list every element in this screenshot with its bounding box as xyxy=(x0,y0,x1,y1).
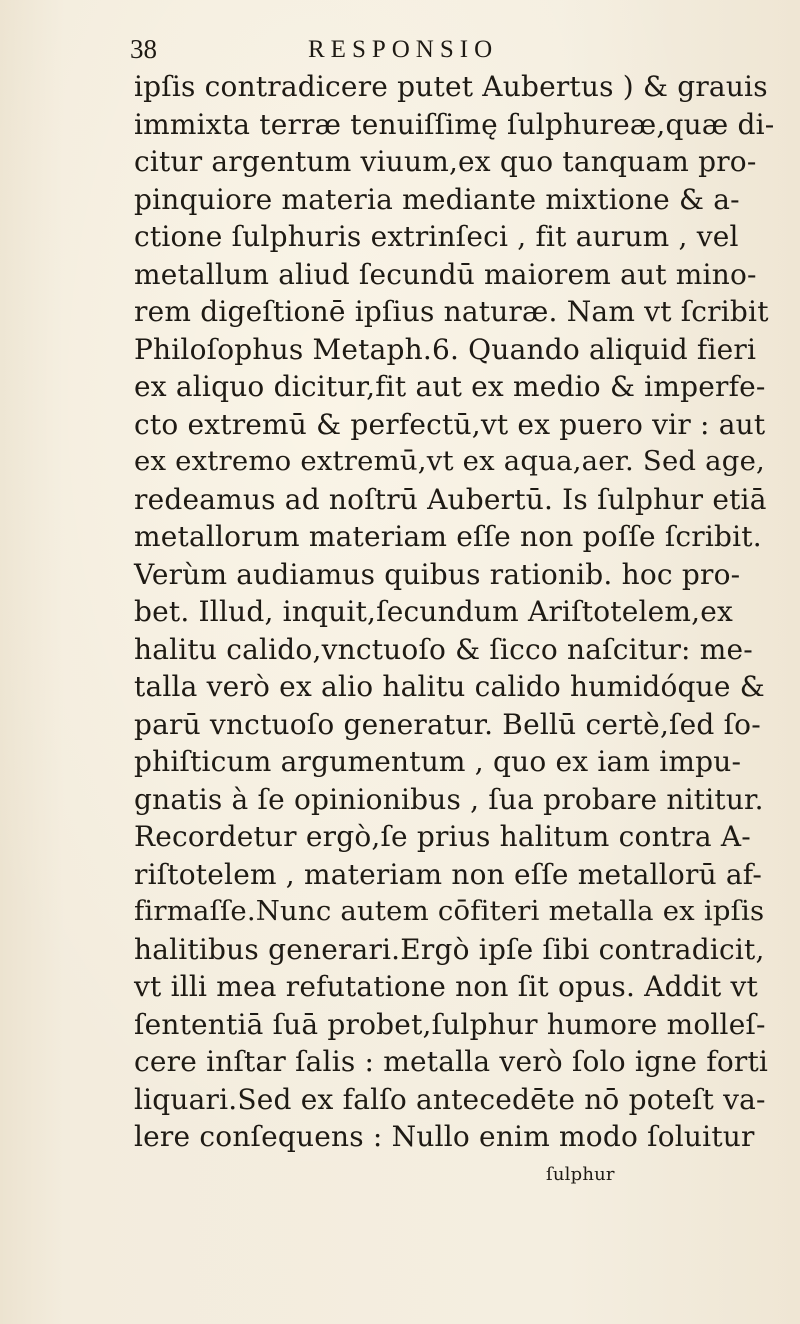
page-header xyxy=(130,30,670,70)
text-line: Recordetur ergò,ſe prius halitum contra A- xyxy=(134,820,751,853)
text-line: riſtotelem , materiam non eſſe metallorū af- xyxy=(134,857,763,891)
text-line: liquari.Sed ex falſo antecedēte nō poteſt va- xyxy=(134,1082,766,1116)
text-line: halitu calido,vnctuoſo & ſicco naſcitur: me- xyxy=(134,632,753,666)
text-line: redeamus ad noſtrū Aubertū. Is ſulphur etiā xyxy=(134,482,767,516)
running-head: RESPONSIO xyxy=(308,36,499,63)
text-line: metallorum materiam eſſe non poſſe ſcribit. xyxy=(134,520,762,553)
text-line: immixta terræ tenuiſſimę ſulphureæ,quæ di- xyxy=(134,107,775,141)
text-line: ipſis contradicere putet Aubertus ) & grauis xyxy=(134,70,768,103)
text-line: phiſticum argumentum , quo ex iam impu- xyxy=(134,745,742,778)
text-line: ex aliquo dicitur,fit aut ex medio & imperfe- xyxy=(134,370,766,403)
text-line: lere conſequens : Nullo enim modo ſoluitur xyxy=(134,1120,755,1153)
text-line: metallum aliud ſecundū maiorem aut mino- xyxy=(134,257,757,291)
text-line: citur argentum viuum,ex quo tanquam pro- xyxy=(134,145,757,178)
text-line: Verùm audiamus quibus rationib. hoc pro- xyxy=(134,557,741,591)
text-line: pinquiore materia mediante mixtione & a- xyxy=(134,182,740,216)
text-line: talla verò ex alio halitu calido humidóque & xyxy=(134,670,765,703)
text-line: ex extremo extremū,vt ex aqua,aer. Sed age, xyxy=(134,445,765,477)
text-line: rem digeſtionē ipſius naturæ. Nam vt ſcribit xyxy=(134,295,769,328)
page-number: 38 xyxy=(130,34,157,64)
text-line: cere inſtar ſalis : metalla verò ſolo igne forti xyxy=(134,1045,769,1078)
text-line: bet. Illud, inquit,ſecundum Ariſtotelem,ex xyxy=(134,595,734,628)
text-line: gnatis à ſe opinionibus , ſua probare nititur. xyxy=(134,782,764,816)
text-line: parū vnctuoſo generatur. Bellū certè,ſed ſo- xyxy=(134,707,761,741)
text-line: halitibus generari.Ergò ipſe ſibi contradicit, xyxy=(134,932,765,966)
text-line: vt illi mea refutatione non ſit opus. Addit vt xyxy=(134,970,758,1003)
text-line: ſententiā ſuā probet,ſulphur humore mollеſ- xyxy=(134,1007,766,1041)
text-line: firmaſſe.Nunc autem cōfiteri metalla ex ipſis xyxy=(134,895,765,927)
text-line: ctione ſulphuris extrinſeci , fit aurum , vel xyxy=(134,220,739,253)
body-text xyxy=(134,68,774,1193)
text-line: Philoſophus Metaph.6. Quando aliquid fieri xyxy=(134,332,757,366)
text-line: cto extremū & perfectū,vt ex puero vir : aut xyxy=(134,407,766,441)
catchword: ſulphur xyxy=(546,1163,615,1185)
